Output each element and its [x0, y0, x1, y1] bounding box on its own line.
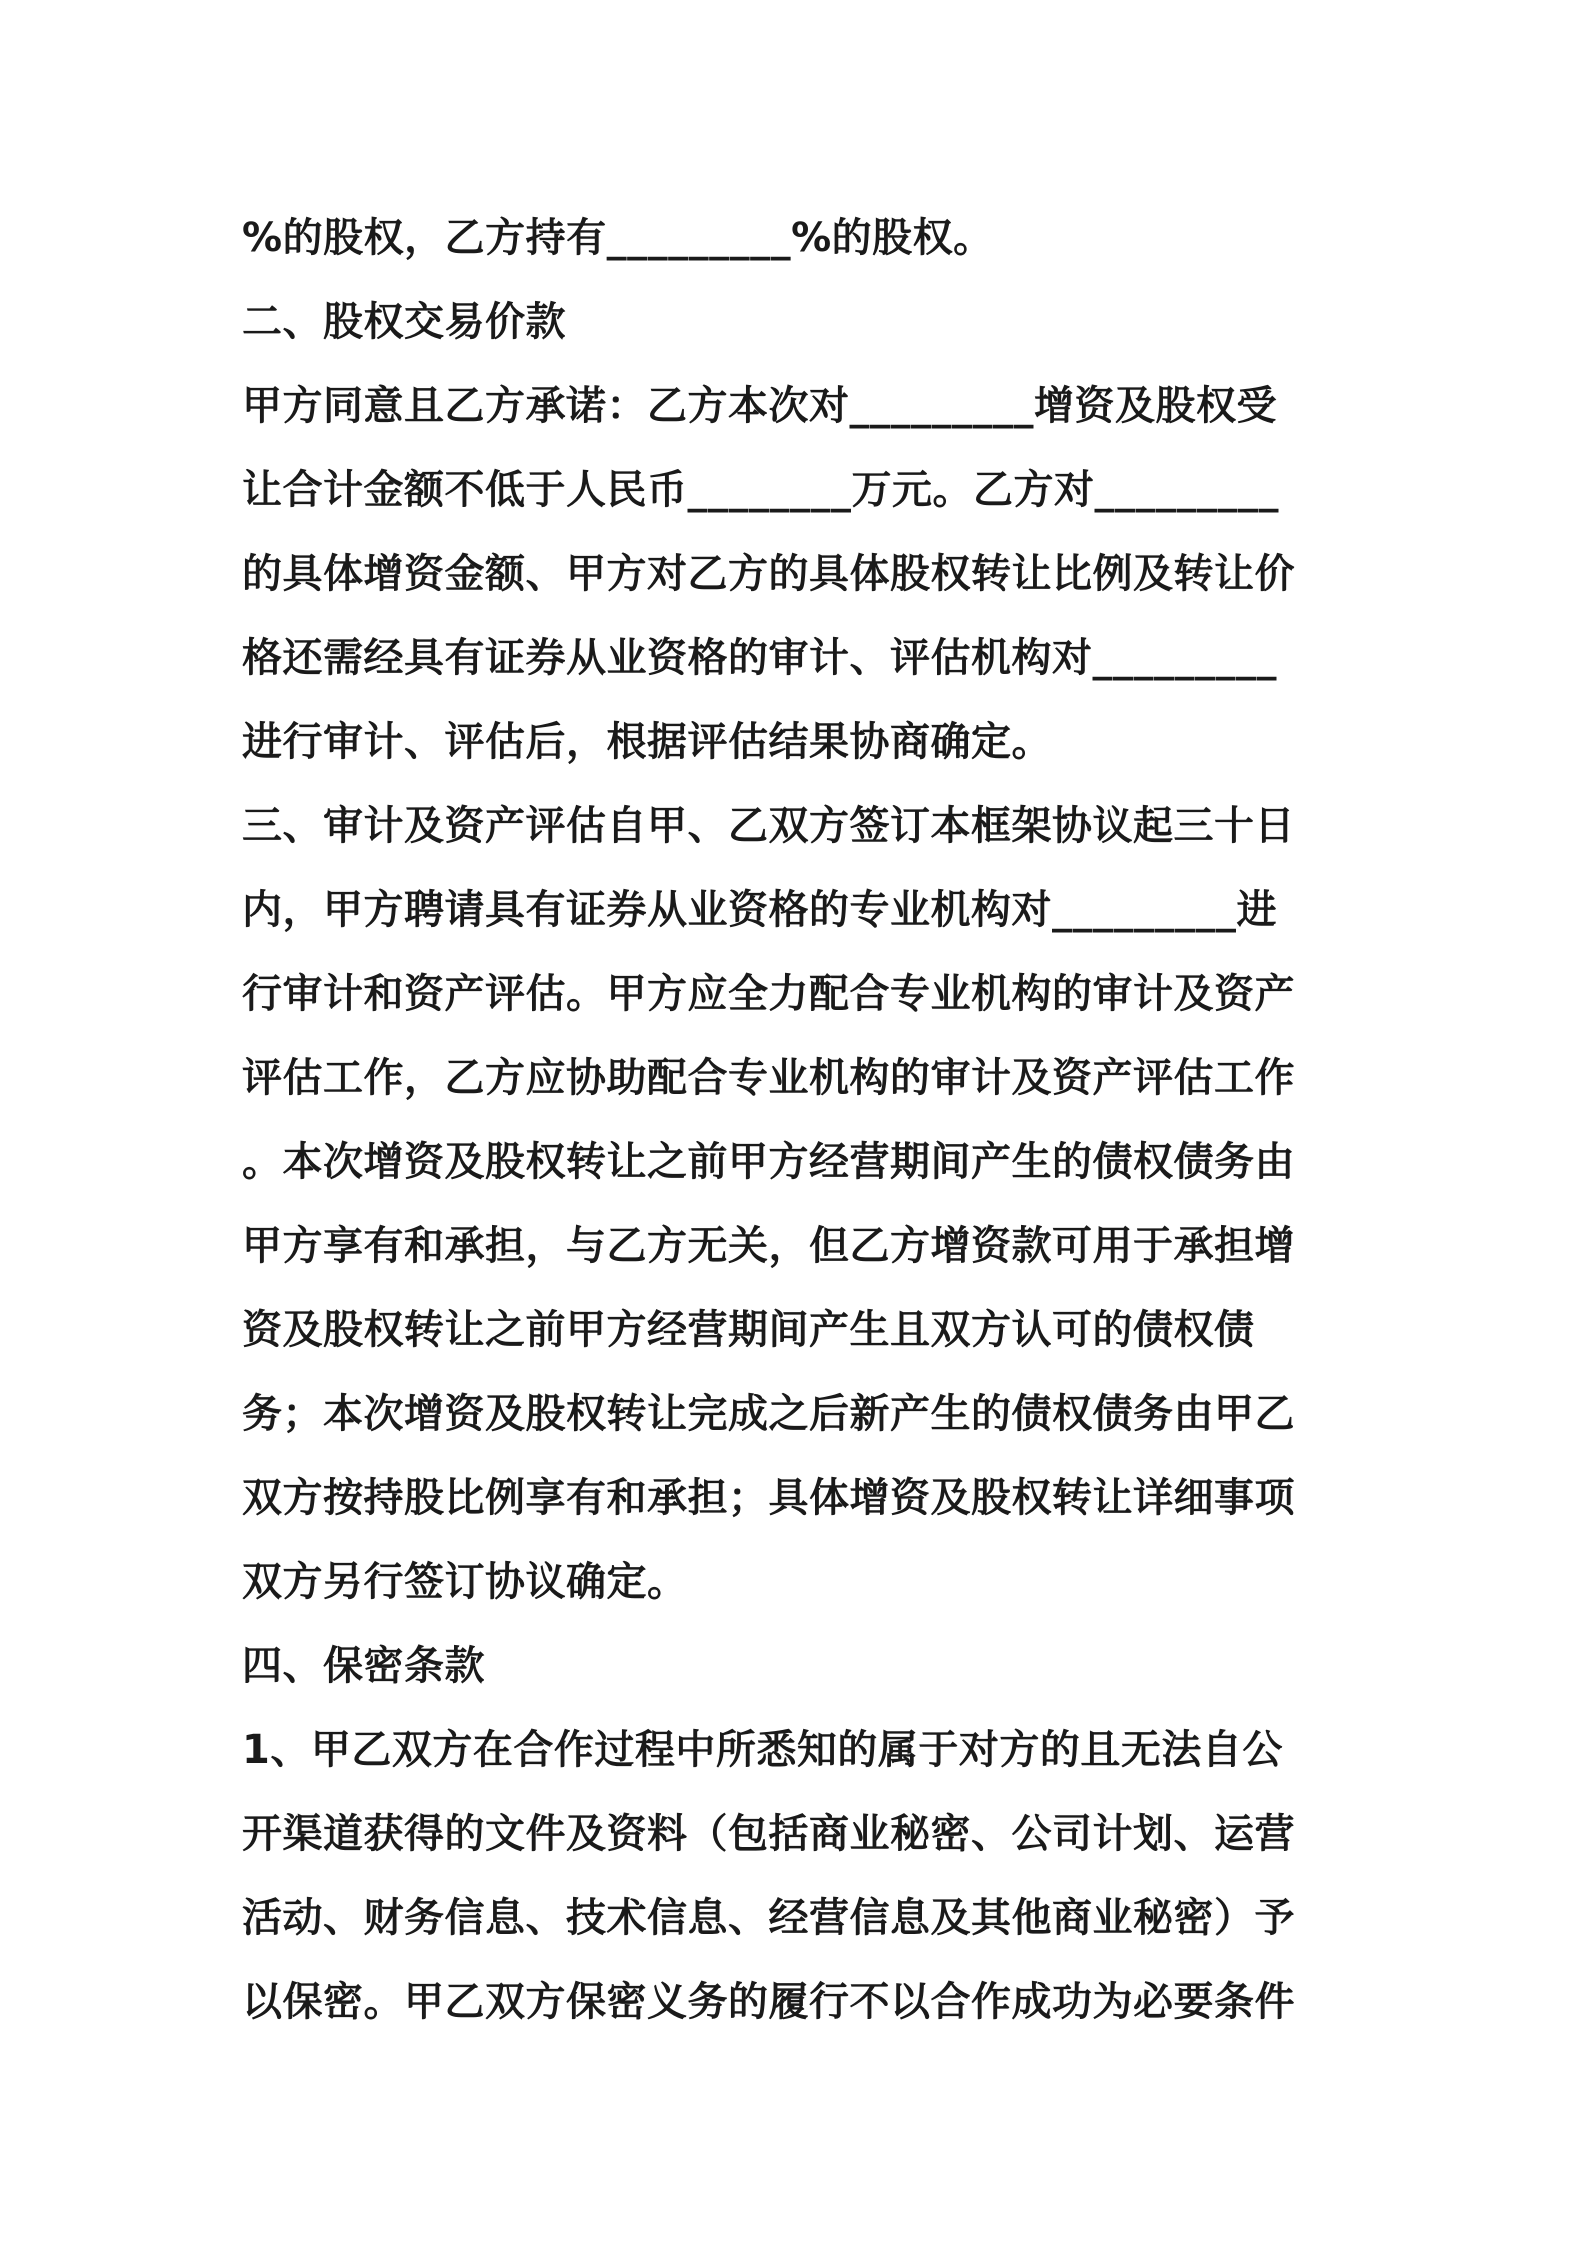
- text-line: 1、甲乙双方在合作过程中所悉知的属于对方的且无法自公: [242, 1727, 1283, 1773]
- text-line: 甲方享有和承担，与乙方无关，但乙方增资款可用于承担增: [242, 1223, 1295, 1269]
- text-line: 开渠道获得的文件及资料（包括商业秘密、公司计划、运营: [242, 1811, 1295, 1857]
- text-line: 的具体增资金额、甲方对乙方的具体股权转让比例及转让价: [242, 551, 1295, 597]
- section-heading: 四、保密条款: [242, 1643, 485, 1689]
- text-line: 进行审计、评估后，根据评估结果协商确定。: [242, 719, 1052, 765]
- text-line: 甲方同意且乙方承诺：乙方本次对_________增资及股权受: [242, 383, 1277, 429]
- text-line: 活动、财务信息、技术信息、经营信息及其他商业秘密）予: [242, 1895, 1295, 1941]
- text-line: 。本次增资及股权转让之前甲方经营期间产生的债权债务由: [242, 1139, 1295, 1185]
- text-line: 行审计和资产评估。甲方应全力配合专业机构的审计及资产: [242, 971, 1295, 1017]
- text-line: 让合计金额不低于人民币________万元。乙方对_________: [242, 467, 1279, 513]
- document-body: [242, 196, 1362, 2044]
- text-line: 务；本次增资及股权转让完成之后新产生的债权债务由甲乙: [242, 1391, 1295, 1437]
- section-heading: 三、审计及资产评估自甲、乙双方签订本框架协议起三十日: [242, 803, 1295, 849]
- text-line: %的股权，乙方持有_________%的股权。: [242, 215, 994, 261]
- text-line: 格还需经具有证券从业资格的审计、评估机构对_________: [242, 635, 1277, 681]
- text-line: 双方按持股比例享有和承担；具体增资及股权转让详细事项: [242, 1475, 1295, 1521]
- text-line: 内，甲方聘请具有证券从业资格的专业机构对_________进: [242, 887, 1277, 933]
- text-line: 评估工作，乙方应协助配合专业机构的审计及资产评估工作: [242, 1055, 1295, 1101]
- text-line: 以保密。甲乙双方保密义务的履行不以合作成功为必要条件: [242, 1979, 1295, 2025]
- text-line: 资及股权转让之前甲方经营期间产生且双方认可的债权债: [242, 1307, 1255, 1353]
- text-line: 双方另行签订协议确定。: [242, 1559, 688, 1605]
- section-heading: 二、股权交易价款: [242, 299, 566, 345]
